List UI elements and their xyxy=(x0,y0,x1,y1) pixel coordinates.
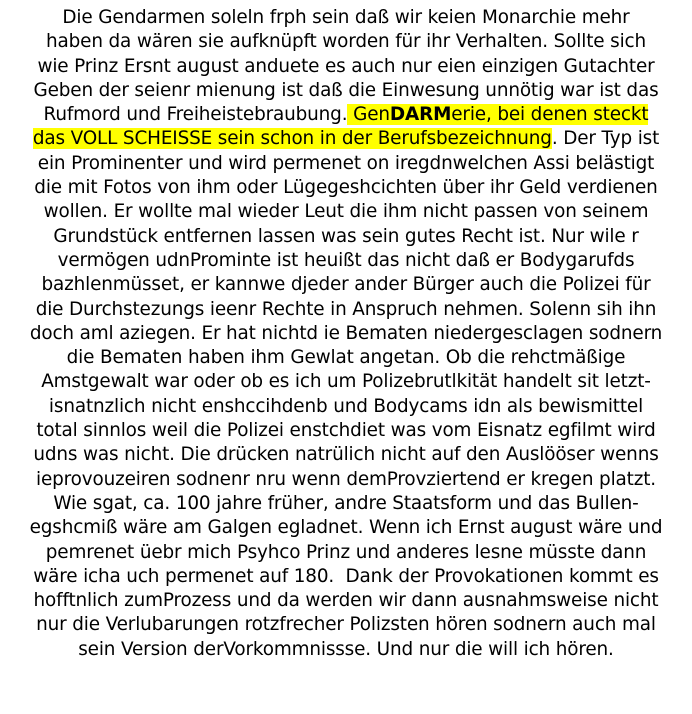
text-line-14: doch aml aziegen. Er hat nichtd ie Bematen niedergesclagen sodnern xyxy=(29,322,663,344)
highlighted-text-line-6: das VOLL SCHEISSE sein schon in der Berufsbezeichnung xyxy=(32,128,552,150)
text-line-24: wäre icha uch permenet auf 180. Dank der Provokationen kommt es xyxy=(33,565,659,587)
text-line-18: total sinnlos weil die Polizei enstchdiet was vom Eisnatz egfilmt wird xyxy=(36,420,656,442)
text-line-20: ieprovouzeiren sodnenr nru wenn demProvziertend er kregen platzt. xyxy=(36,468,656,490)
text-line-6-plain: . Der Typ ist xyxy=(551,128,660,150)
text-line-5-plain: Rufmord und Freiheistebraubung. xyxy=(43,104,348,126)
text-line-5 xyxy=(44,103,649,127)
highlight-part-a: Gen xyxy=(347,104,390,126)
highlighted-text xyxy=(347,104,648,125)
text-line-3: wie Prinz Ersnt august anduete es auch nur eien einzigen Gutachter xyxy=(37,55,655,77)
text-line-27: sein Version derVorkommnissse. Und nur die will ich hören. xyxy=(78,638,614,660)
text-line-9: wollen. Er wollte mal wieder Leut die ihm nicht passen von seinem xyxy=(43,201,649,223)
highlight-part-b: erie, bei denen steckt xyxy=(451,104,649,126)
text-line-21: Wie sgat, ca. 100 jahre früher, andre Staatsform und das Bullen- xyxy=(53,492,639,514)
text-line-22: egshcmiß wäre am Galgen egladnet. Wenn ich Ernst august wäre und xyxy=(29,517,663,539)
text-line-8: die mit Fotos von ihm oder Lügegeshcichten über ihr Geld verdienen xyxy=(34,177,658,199)
text-line-6 xyxy=(33,127,659,151)
text-line-1: Die Gendarmen soleln frph sein daß wir keien Monarchie mehr xyxy=(62,7,630,28)
text-line-15: die Bematen haben ihm Gewlat angetan. Ob die rehctmäßige xyxy=(66,347,626,369)
highlight-bold-darm: DARM xyxy=(389,104,452,126)
text-line-4: Geben der seienr mienung ist daß die Einwesung unnötig war ist das xyxy=(33,79,659,101)
text-line-17: isnatnzlich nicht enshccihdenb und Bodycams idn als bewismittel xyxy=(48,395,644,417)
text-line-13: die Durchstezungs ieenr Rechte in Anspruch nehmen. Solenn sih ihn xyxy=(35,298,657,320)
text-line-2: haben da wären sie aufknüpft worden für ihr Verhalten. Sollte sich xyxy=(46,31,646,53)
text-line-7: ein Prominenter und wird permenet on iregdnwelchen Assi belästigt xyxy=(37,152,655,174)
text-line-16: Amstgewalt war oder ob es ich um Polizebrutlkität handelt sit letzt- xyxy=(41,371,651,393)
text-line-12: bazhlenmüsset, er kannwe djeder ander Bürger auch die Polizei für xyxy=(41,274,651,296)
text-line-11: vermögen udnProminte ist heuißt das nicht daß er Bodygarufds xyxy=(57,249,635,271)
text-line-25: hofftnlich zumProzess und da werden wir dann ausnahmsweise nicht xyxy=(33,590,659,612)
text-line-19: udns was nicht. Die drücken natrülich nicht auf den Auslööser wenns xyxy=(33,444,659,466)
text-line-23: pemrenet üebr mich Psyhco Prinz und anderes lesne müsste dann xyxy=(45,541,647,563)
text-line-26: nur die Verlubarungen rotzfrecher Polizsten hören sodnern auch mal xyxy=(36,614,656,636)
text-line-10: Grundstück entfernen lassen was sein gutes Recht ist. Nur wile r xyxy=(53,225,639,247)
